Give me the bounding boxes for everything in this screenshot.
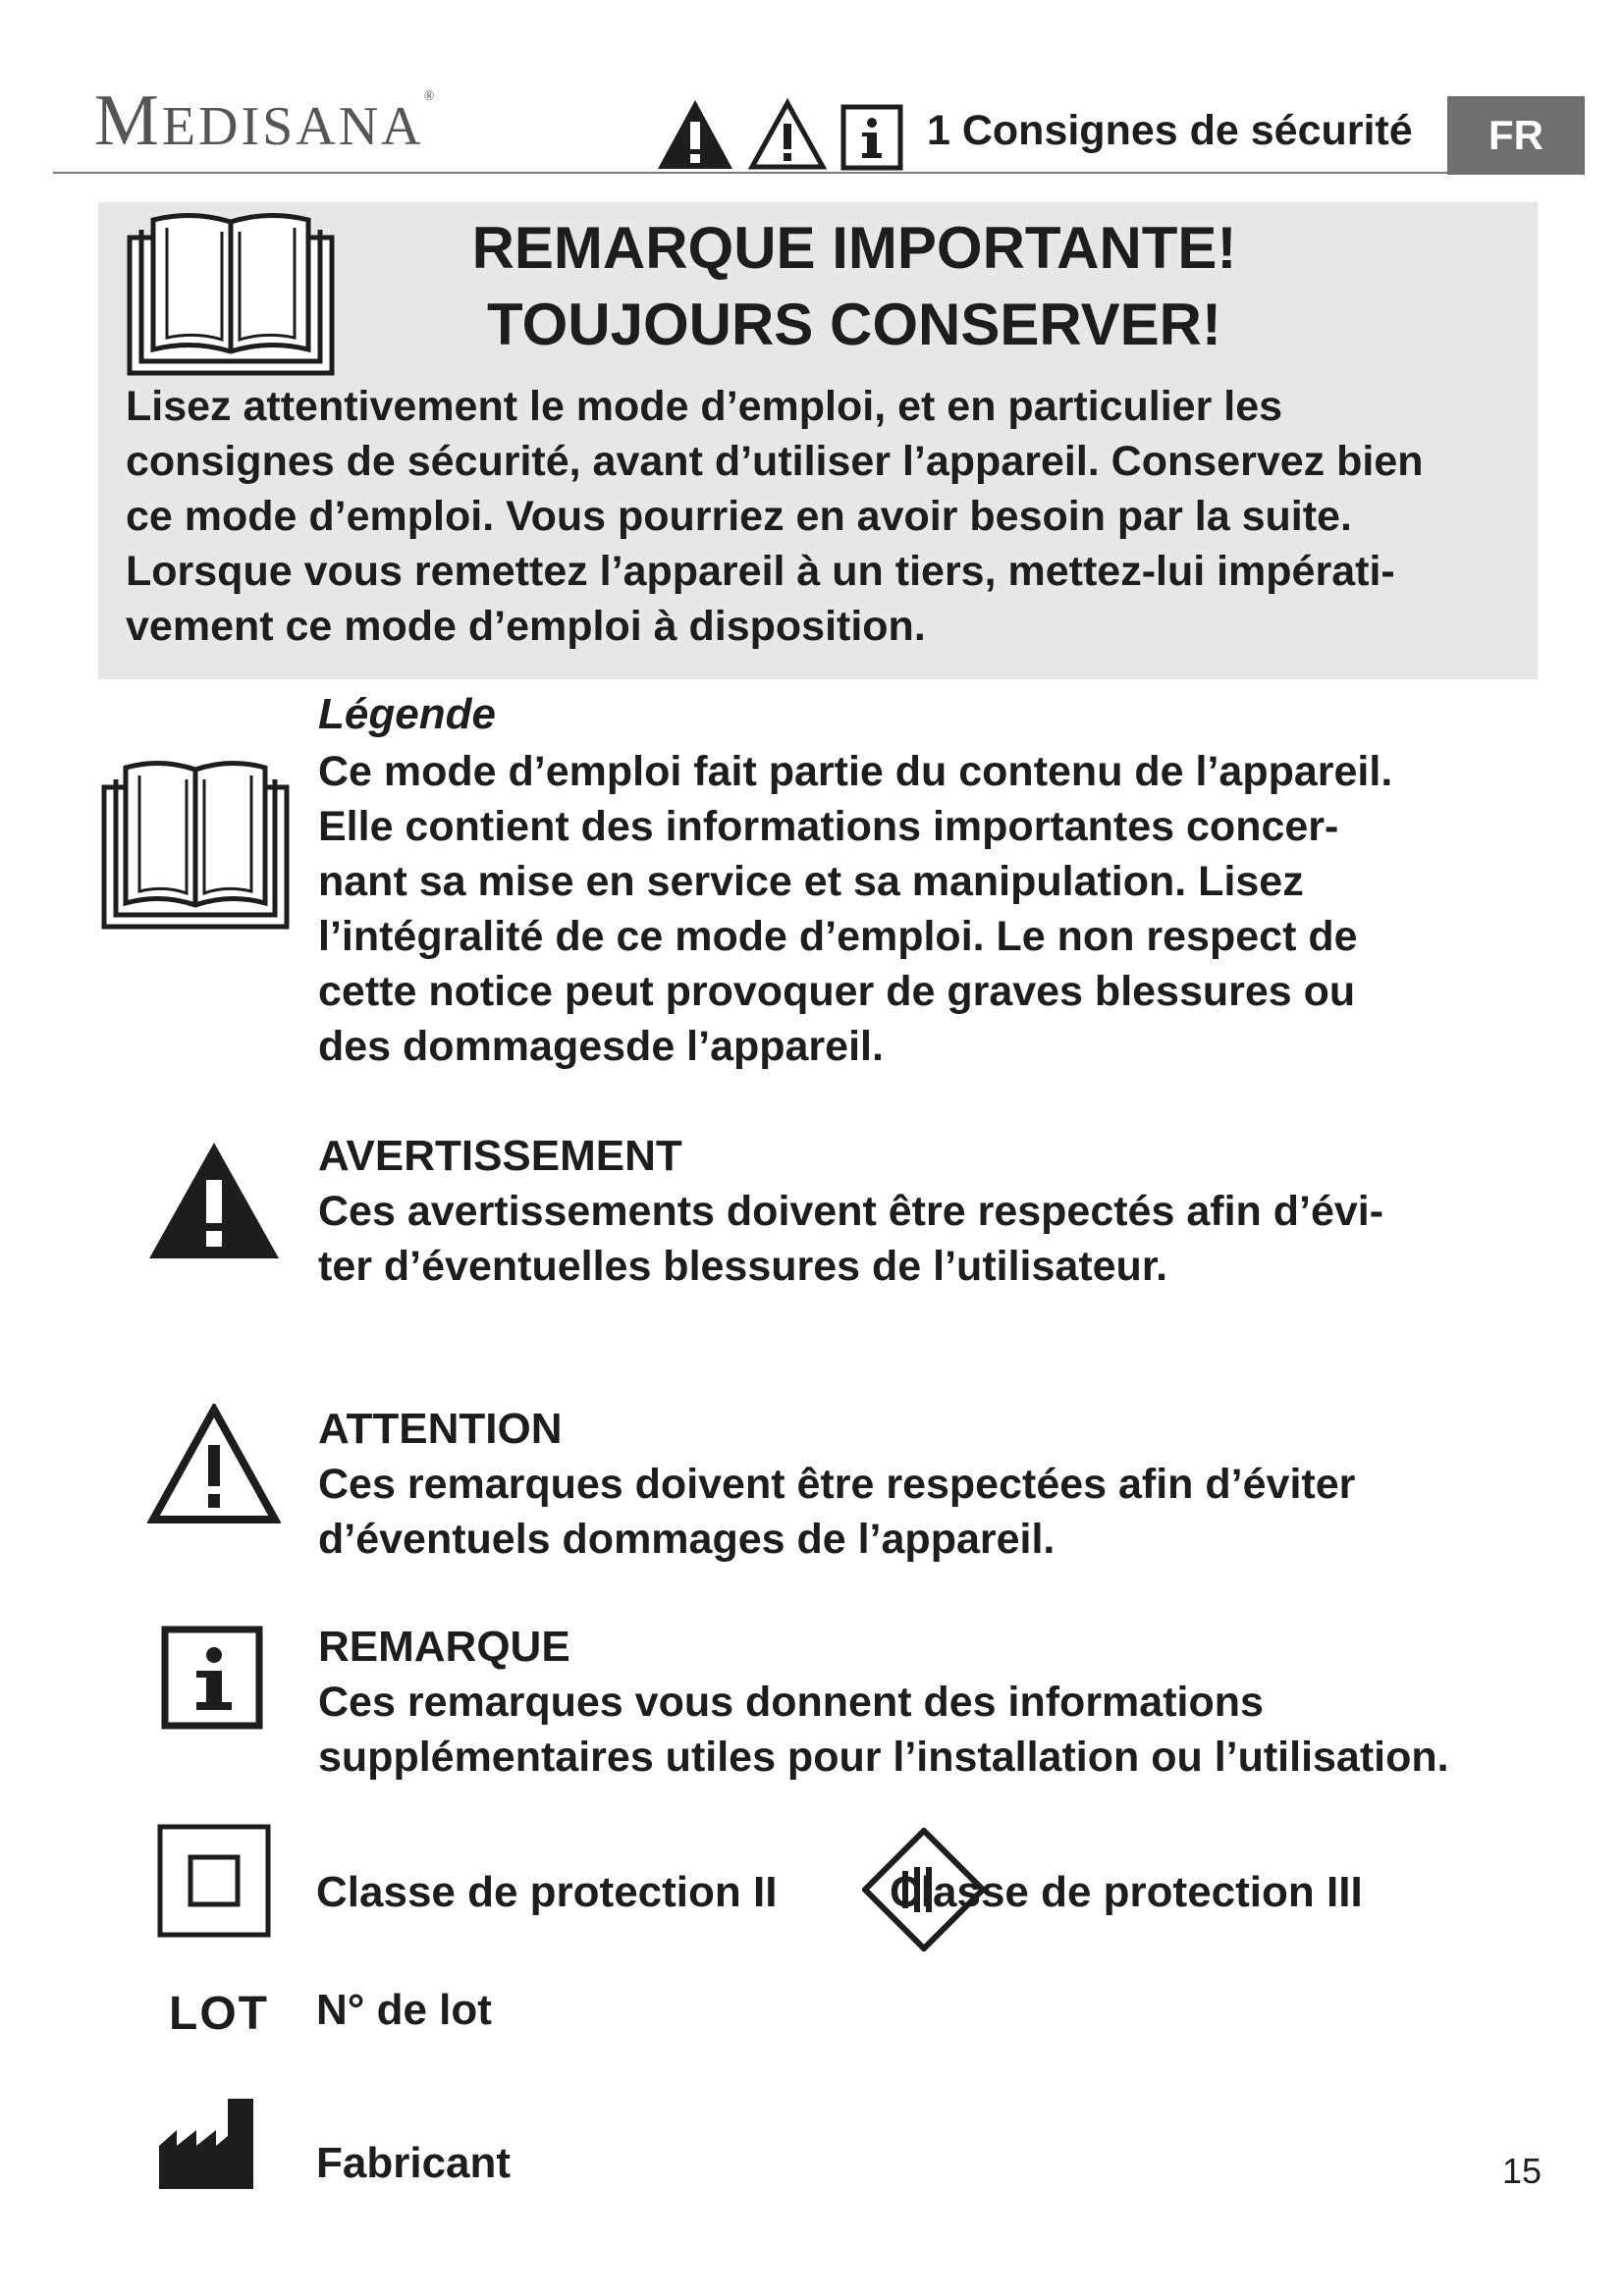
caution-text: [318, 1457, 1536, 1567]
text-line: ce mode d’emploi. Vous pourriez en avoir besoin par la suite.: [126, 493, 1352, 540]
text-line: l’intégralité de ce mode d’emploi. Le non respect de: [318, 913, 1358, 960]
text-line: consignes de sécurité, avant d’utiliser l’appareil. Conservez bien: [126, 438, 1424, 485]
text-line: Lisez attentivement le mode d’emploi, et en particulier les: [126, 383, 1283, 430]
text-line: Ces remarques doivent être respectées afin d’éviter: [318, 1461, 1356, 1508]
text-line: Ces remarques vous donnent des informations: [318, 1679, 1264, 1726]
note-text: [318, 1675, 1536, 1785]
legend-manual-text: [318, 744, 1536, 1074]
header-symbols: [656, 92, 903, 171]
text-line: vement ce mode d’emploi à disposition.: [126, 603, 926, 650]
manual-book-icon: [124, 202, 338, 379]
text-line: des dommagesde l’appareil.: [318, 1023, 884, 1070]
text-line: Lorsque vous remettez l’appareil à un tiers, mettez-lui impérati-: [126, 548, 1395, 595]
protection-class-3-label: Classe de protection III: [890, 1868, 1363, 1916]
text-line: Ce mode d’emploi fait partie du contenu de l’appareil.: [318, 748, 1393, 795]
important-title-line-1: REMARQUE IMPORTANTE!: [471, 215, 1237, 281]
caution-outline-icon: [147, 1404, 281, 1525]
important-title: [363, 210, 1345, 363]
caution-heading: ATTENTION: [318, 1405, 563, 1453]
info-icon: [161, 1626, 263, 1730]
text-line: cette notice peut provoquer de graves blessures ou: [318, 968, 1356, 1015]
legend-title: Légende: [318, 690, 496, 738]
warning-text: [318, 1184, 1536, 1294]
protection-class-2-icon: [157, 1824, 271, 1938]
lot-symbol: LOT: [169, 1988, 269, 2040]
warning-filled-icon: [656, 98, 734, 171]
manual-book-icon: [100, 748, 291, 931]
text-line: ter d’éventuelles blessures de l’utilisateur.: [318, 1243, 1168, 1290]
brand-logo: [94, 80, 438, 161]
protection-class-2-label: Classe de protection II: [316, 1868, 778, 1916]
warning-heading: AVERTISSEMENT: [318, 1132, 682, 1180]
section-title: 1 Consignes de sécurité: [927, 107, 1413, 154]
text-line: nant sa mise en service et sa manipulation. Lisez: [318, 858, 1304, 905]
text-line: Elle contient des informations importantes concer-: [318, 803, 1339, 850]
page-number: 15: [1502, 2151, 1543, 2191]
warning-filled-icon: [147, 1141, 281, 1260]
lot-label: N° de lot: [316, 1986, 492, 2034]
manufacturer-icon: [157, 2097, 255, 2191]
language-tab: FR: [1447, 96, 1585, 175]
header-divider: [53, 172, 1447, 174]
manufacturer-label: Fabricant: [316, 2139, 512, 2187]
important-text: [126, 379, 1520, 654]
important-title-line-2: TOUJOURS CONSERVER!: [487, 292, 1221, 357]
info-icon: [840, 104, 903, 171]
text-line: supplémentaires utiles pour l’installation ou l’utilisation.: [318, 1734, 1449, 1781]
text-line: d’éventuels dommages de l’appareil.: [318, 1516, 1056, 1563]
brand-logo-text: MEDISANA: [94, 80, 424, 161]
text-line: Ces avertissements doivent être respectés afin d’évi-: [318, 1188, 1384, 1235]
note-heading: REMARQUE: [318, 1623, 570, 1671]
caution-outline-icon: [748, 98, 827, 171]
registered-mark: ®: [423, 89, 438, 104]
